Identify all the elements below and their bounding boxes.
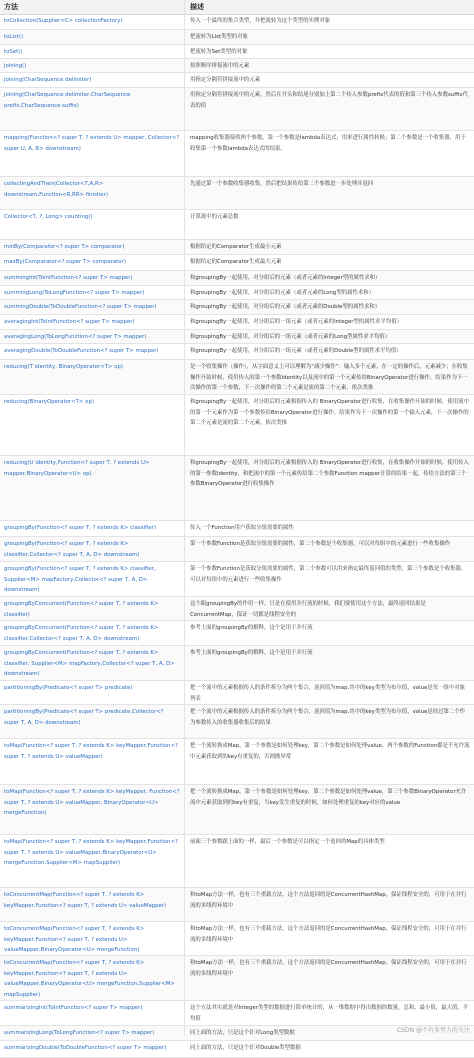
method-signature[interactable]: Collector<T, ?, Long> counting() [4,214,93,220]
method-description: 把一个流转换成Map，第一个参数是如何处理key，第二个参数是如何处理value，两个参数的Function都是不允许流中元素获取到的key有重复的，否则抛异常 [190,743,470,760]
method-description: 这个方法其实就是对Integer类型的数据进行简单统计的，从一堆数据中得出数据的数量，总和，最小值，最大值，平均值 [190,1005,469,1022]
table-row [0,922,474,956]
method-description: 和groupingBy一起使用，对分组后的一组元素（或者元素的Double型的属性求平均值） [190,348,402,354]
table-row [0,131,474,177]
method-description: 和groupingBy一起使用，对分组后的元素（或者元素的Double型的属性求和） [190,304,381,310]
method-signature[interactable]: partitioningBy(Predicate<? super T> predicate) [4,685,133,691]
table-row [0,300,474,315]
method-description: 和toMap方法一样，也有三个重载方法，这个方法返回的是ConcurrentHashMap，保证线程安全的，可用于在并行流的多线程环境中 [190,960,467,977]
method-description: 和toMap方法一样，也有三个重载方法，这个方法返回的是ConcurrentHashMap，保证线程安全的，可用于在并行流的多线程环境中 [190,892,467,909]
method-description: 参考上面的groupingBy的解释，这个是用于并行流 [190,650,313,656]
method-description: 和groupingBy一起使用，对分组后的一组元素（或者元素的Long型属性求平均值） [190,334,391,340]
table-row [0,73,474,88]
method-description: 传入一个最终的集合类型，并把流转为这个类型的实例对象 [190,18,331,24]
column-divider [184,0,185,1036]
method-signature[interactable]: partitioningBy(Predicate<? super T> predicate,Collector<? super T, A, D> downstream) [4,709,164,726]
table-row [0,888,474,922]
method-description: 把流转为List类型的对象 [190,34,248,40]
method-description: 按照顺序拼接流中的元素 [190,63,250,69]
method-description: 把流转为Set类型的对象 [190,49,248,55]
table-row [0,1041,474,1058]
table-row [0,537,474,562]
method-signature[interactable]: summingLong(ToLongFunction<? super T> mapper) [4,290,145,296]
table-row [0,1001,474,1026]
method-signature[interactable]: reducing(T identity, BinaryOperator<T> op) [4,364,123,370]
table-row [0,286,474,300]
method-signature[interactable]: toConcurrentMap(Function<? super T, ? extends K> keyMapper,Function<? super T, ? extends U> valueMapper,BinaryOperator<U> mergeFunction) [4,926,145,954]
method-description: 和groupingBy一起使用，对分组后的元素（或者元素的Integer型的属性求和） [190,275,381,281]
method-description: 根据给定的Comparator生成最大元素 [190,259,282,265]
method-description: mapping收集器接收两个参数，第一个参数是lambda表达式，用来进行属性转换；第二个参数是一个收集器，用于收集第一个参数lambda表达式的结果。 [190,135,466,152]
table-row [0,956,474,1001]
method-description: 计算流中的元素总数 [190,214,239,220]
table-row [0,14,474,30]
table-row [0,344,474,360]
method-signature[interactable]: summingDouble(ToDoubleFunction<? super T> mapper) [4,304,157,310]
method-signature[interactable]: joining() [4,63,27,69]
table-row [0,681,474,705]
method-description: 先通过第一个参数收集器收集，然后把结果传给第二个参数进一步处理并返回 [190,181,374,187]
method-description: 同上面的方法，只是这个针对Long类型数据 [190,1030,295,1036]
method-description: 前面三个参数跟上面的一样，最后一个参数是可以指定一个返回的Map的具体类型 [190,839,385,845]
table-row [0,597,474,621]
method-signature[interactable]: maxBy(Comparator<? super T> comparator) [4,259,126,265]
method-description: 用指定分隔符拼接流中的元素，然后在开头和结尾分别加上第二个传入参数prefix代表的值和第三个传入参数suffix代表的值 [190,92,469,109]
method-signature[interactable]: joining(CharSequence delimiter) [4,77,92,83]
table-row [0,739,474,785]
table-row [0,59,474,73]
method-signature[interactable]: toList() [4,34,24,40]
method-description: 和groupingBy一起使用，对分组后的元素（或者元素的Long型的属性求和） [190,290,375,296]
table-row [0,785,474,835]
method-signature[interactable]: toConcurrentMap(Function<? super T, ? extends K> keyMapper,Function<? super T, ? extends U> valueMapper) [4,892,167,909]
method-description: 是一个收集操作（操作），从字面意义上可以理解为“减少操作”：输入多个元素，在一定的操作后，元素减少；在收集操作开始时候，使用传入的第一个参数identity以及流中的第一个元素传给BinaryOperator进行操作，结果作为下一次操作的第一个参数，下一次操作的第二个元素是流的第二个元素，依次类推 [190,364,468,392]
table-row [0,705,474,739]
method-signature[interactable]: groupingBy(Function<? super T, ? extends K> classifier,Collector<? super T, A, D> downstream) [4,541,140,558]
table-row [0,210,474,240]
table-row [0,45,474,59]
method-signature[interactable]: toCollection(Supplier<C> collectionFactory) [4,18,123,24]
method-signature[interactable]: summarizingLong(ToLongFunction<? super T> mapper) [4,1030,155,1036]
table-row [0,177,474,210]
method-signature[interactable]: toMap(Function<? super T, ? extends K> keyMapper,Function<? super T, ? extends U> valueMapper,BinaryOperator<U> mergeFunction,Supplier<M> mapSupplier) [4,839,178,867]
method-signature[interactable]: mapping(Function<? super T, ? extends U> mapper, Collector<? super U, A, R> downstream) [4,135,180,152]
watermark: CSDN @不有多努力的关注 [396,1027,470,1034]
method-description: 把一个流中的元素根据传入的条件拆分为两个集合，返回值为map,其中的key类型为布尔值，value是每一组中对象列表 [190,685,466,702]
method-signature[interactable]: joining(CharSequence delimiter,CharSequence prefix,CharSequence suffix) [4,92,131,109]
method-description: 第一个参数Function是获取分组需要的属性，第二个参数是个收集器，可以对每组中的元素进行一些收集操作 [190,541,451,547]
table-row [0,315,474,330]
method-description: 把一个流转换成Map，第一个参数是如何处理key，第二个参数是如何处理value，第三个参数BinaryOperator允许流中元素获取到的key有重复，当key发生重复的时候，如何处理重复的key对应的value [190,789,467,806]
method-signature[interactable]: averagingInt(ToIntFunction<? super T> mapper) [4,319,135,325]
table-row [0,271,474,286]
method-description: 和groupingBy一起使用，对分组后的一组元素（或者元素的Integer型的属性求平均值） [190,319,402,325]
table-row [0,621,474,646]
table-row [0,255,474,271]
method-signature[interactable]: groupingBy(Function<? super T, ? extends K> classifier, Supplier<M> mapFactory,Collector<? super T, A, D> downstream) [4,566,156,594]
table-row [0,88,474,131]
header-desc: 描述 [190,3,204,11]
table-row [0,360,474,395]
method-signature[interactable]: collectingAndThen(Collector<T,A,R> downstream,Function<R,RR> finisher) [4,181,108,198]
method-signature[interactable]: toMap(Function<? super T, ? extends K> keyMapper,Function<? super T, ? extends U> valueMapper) [4,743,178,760]
method-signature[interactable]: summarizingDouble(ToDoubleFunction<? super T> mapper) [4,1045,167,1051]
method-description: 同上面的方法，只是这个针对Double类型数据 [190,1045,301,1051]
method-signature[interactable]: groupingBy(Function<? super T, ? extends K> classifier) [4,525,157,531]
table-row [0,395,474,456]
method-signature[interactable]: toMap(Function<? super T, ? extends K> keyMapper, Function<? super T, ? extends U> valueMapper, BinaryOperator<U> mergeFunction) [4,789,180,817]
method-signature[interactable]: summarizingInt(ToIntFunction<? super T> mapper) [4,1005,143,1011]
table-row [0,30,474,45]
method-description: 根据给定的Comparator生成最小元素 [190,244,282,250]
method-signature[interactable]: groupingByConcurrent(Function<? super T, ? extends K> classifier) [4,601,159,618]
method-description: 用指定分隔符拼接流中的元素 [190,77,261,83]
table-row [0,456,474,521]
table-row [0,330,474,344]
table-header [0,0,474,15]
method-signature[interactable]: groupingByConcurrent(Function<? super T, ? extends K> classifier, Supplier<M> mapFactory,Collector<? super T, A, D> downstream) [4,650,175,678]
method-signature[interactable]: toSet() [4,49,23,55]
method-signature[interactable]: reducing(U identity,Function<? super T, ? extends U> mapper,BinaryOperator<U> op) [4,460,150,477]
method-signature[interactable]: groupingByConcurrent(Function<? super T, ? extends K> classifier,Collector<? super T, A, D> downstream) [4,625,159,642]
table-row [0,646,474,681]
method-signature[interactable]: summingInt(ToIntFunction<? super T> mapper) [4,275,133,281]
method-signature[interactable]: toConcurrentMap(Function<? super T, ? extends K> keyMapper,Function<? super T, ? extends U> valueMapper,BinaryOperator<U> mergeFunction,Supplier<M> mapSupplier) [4,960,175,998]
method-description: 传入一个Function用户获取分组需要的属性 [190,525,294,531]
method-signature[interactable]: minBy(Comparator<? super T> comparator) [4,244,125,250]
method-description: 参考上面的groupingBy的解释，这个是用于并行流 [190,625,313,631]
table-row [0,240,474,255]
method-description: 和groupingBy一起使用，对分组后的元素根据传入的 BinaryOperator进行收集，在收集操作开始的时候，使用传入的第一参数identity，和把流中的第一个元素传给第二个参数Function mapper计算的结果一起，传给方法的第三个参数BinaryOperator进行收集操作 [190,460,469,488]
method-description: 把一个流中的元素根据传入的条件拆分为两个集合，返回值为map,其中的key类型为布尔值，value是经过第二个作为参数传入的收集器收集后的结果 [190,709,466,726]
table-row [0,562,474,597]
method-description: 第一个参数Function是获取分组需要的属性，第二个参数可以用来指定最终返回值的类型，第三个参数是个收集器，可以对每组中的元素进行一些收集操作 [190,566,467,583]
method-description: 这个跟groupingBy的作用一样，只是在使用并行流的时候，我们要使用这个方法，最终返回结果是ConcurrentMap，保证一切都是线程安全的 [190,601,426,618]
method-signature[interactable]: reducing(BinaryOperator<T> op) [4,399,94,405]
method-signature[interactable]: averagingLong(ToLongFunction<? super T> mapper) [4,334,147,340]
header-method: 方法 [4,3,18,11]
table-row [0,835,474,888]
method-signature[interactable]: averagingDouble(ToDoubleFunction<? super T> mapper) [4,348,159,354]
table-row [0,521,474,537]
method-description: 和groupingBy一起使用，对分组后的元素根据传入的 BinaryOperator进行收集，在收集操作开始的时候，使用流中的第一个元素作为第一个参数传给BinaryOperator进行操作，结果作为下一次操作的第一个输入元素，下一次操作的第二个元素是流的第二个元素，依次类推 [190,399,469,427]
method-description: 和toMap方法一样，也有三个重载方法，这个方法返回的是ConcurrentHashMap，保证线程安全的，可用于在并行流的多线程环境中 [190,926,467,943]
